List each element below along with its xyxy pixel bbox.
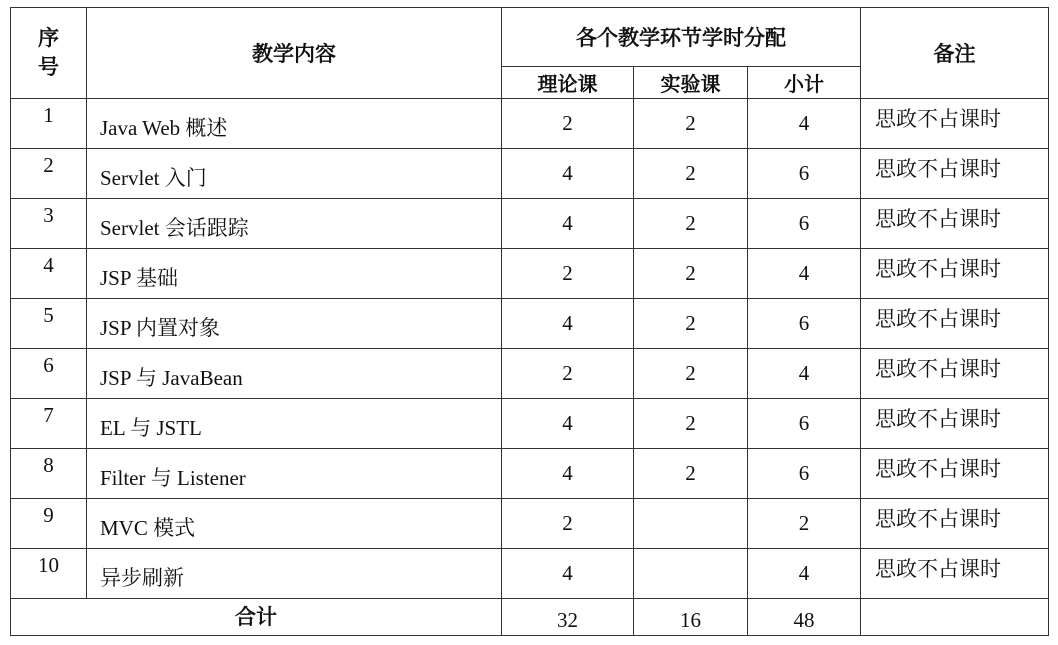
row-index: 2 <box>11 149 87 199</box>
row-remark: 思政不占课时 <box>861 149 1049 199</box>
row-subtotal-hours: 6 <box>748 399 861 449</box>
header-remark: 备注 <box>861 8 1049 99</box>
table-row <box>11 549 1049 599</box>
row-remark: 思政不占课时 <box>861 549 1049 599</box>
row-lab-hours: 2 <box>634 199 748 249</box>
row-remark: 思政不占课时 <box>861 99 1049 149</box>
row-theory-hours: 4 <box>502 149 634 199</box>
hours-allocation-sheet <box>10 7 1049 636</box>
data-rows <box>11 99 1049 599</box>
row-theory-hours: 2 <box>502 499 634 549</box>
header-index-line-2: 号 <box>38 55 59 79</box>
header-theory: 理论课 <box>502 67 634 99</box>
row-index: 10 <box>11 549 87 599</box>
row-content: EL 与 JSTL <box>87 399 502 449</box>
row-index: 8 <box>11 449 87 499</box>
row-subtotal-hours: 4 <box>748 249 861 299</box>
row-subtotal-hours: 2 <box>748 499 861 549</box>
header-subtotal: 小计 <box>748 67 861 99</box>
row-content: JSP 基础 <box>87 249 502 299</box>
total-lab: 16 <box>634 599 748 636</box>
row-theory-hours: 2 <box>502 249 634 299</box>
row-lab-hours: 2 <box>634 249 748 299</box>
total-row <box>11 599 1049 636</box>
row-theory-hours: 4 <box>502 299 634 349</box>
row-content: MVC 模式 <box>87 499 502 549</box>
header-content: 教学内容 <box>87 8 502 99</box>
total-remark <box>861 599 1049 636</box>
row-content: JSP 与 JavaBean <box>87 349 502 399</box>
row-theory-hours: 2 <box>502 99 634 149</box>
hours-allocation-table <box>10 7 1049 636</box>
row-lab-hours: 2 <box>634 449 748 499</box>
row-index: 4 <box>11 249 87 299</box>
row-subtotal-hours: 4 <box>748 99 861 149</box>
row-subtotal-hours: 4 <box>748 349 861 399</box>
row-theory-hours: 4 <box>502 399 634 449</box>
row-lab-hours <box>634 499 748 549</box>
table-row <box>11 399 1049 449</box>
table-row <box>11 349 1049 399</box>
table-row <box>11 149 1049 199</box>
header-row-main <box>11 8 1049 67</box>
row-theory-hours: 4 <box>502 449 634 499</box>
total-theory: 32 <box>502 599 634 636</box>
row-lab-hours: 2 <box>634 149 748 199</box>
total-section <box>11 599 1049 636</box>
row-index: 3 <box>11 199 87 249</box>
row-remark: 思政不占课时 <box>861 349 1049 399</box>
table-row <box>11 449 1049 499</box>
row-content: Servlet 会话跟踪 <box>87 199 502 249</box>
table-body <box>11 8 1049 99</box>
header-allocation: 各个教学环节学时分配 <box>502 8 861 67</box>
row-lab-hours <box>634 549 748 599</box>
table-row <box>11 99 1049 149</box>
table-row <box>11 199 1049 249</box>
row-remark: 思政不占课时 <box>861 499 1049 549</box>
row-lab-hours: 2 <box>634 349 748 399</box>
row-lab-hours: 2 <box>634 399 748 449</box>
row-remark: 思政不占课时 <box>861 399 1049 449</box>
row-content: Filter 与 Listener <box>87 449 502 499</box>
table-row <box>11 249 1049 299</box>
row-index: 1 <box>11 99 87 149</box>
row-theory-hours: 4 <box>502 549 634 599</box>
row-content: Servlet 入门 <box>87 149 502 199</box>
row-theory-hours: 2 <box>502 349 634 399</box>
row-content: JSP 内置对象 <box>87 299 502 349</box>
row-index: 7 <box>11 399 87 449</box>
row-remark: 思政不占课时 <box>861 199 1049 249</box>
row-subtotal-hours: 6 <box>748 149 861 199</box>
row-lab-hours: 2 <box>634 299 748 349</box>
row-remark: 思政不占课时 <box>861 249 1049 299</box>
row-theory-hours: 4 <box>502 199 634 249</box>
row-index: 6 <box>11 349 87 399</box>
row-content: Java Web 概述 <box>87 99 502 149</box>
table-row <box>11 299 1049 349</box>
header-index-line-1: 序 <box>38 26 59 50</box>
row-lab-hours: 2 <box>634 99 748 149</box>
total-label: 合计 <box>11 599 502 636</box>
row-remark: 思政不占课时 <box>861 449 1049 499</box>
row-subtotal-hours: 6 <box>748 449 861 499</box>
total-subtotal: 48 <box>748 599 861 636</box>
row-content: 异步刷新 <box>87 549 502 599</box>
row-subtotal-hours: 6 <box>748 299 861 349</box>
row-index: 9 <box>11 499 87 549</box>
row-subtotal-hours: 4 <box>748 549 861 599</box>
row-remark: 思政不占课时 <box>861 299 1049 349</box>
header-index <box>11 8 87 99</box>
header-lab: 实验课 <box>634 67 748 99</box>
row-subtotal-hours: 6 <box>748 199 861 249</box>
row-index: 5 <box>11 299 87 349</box>
table-row <box>11 499 1049 549</box>
